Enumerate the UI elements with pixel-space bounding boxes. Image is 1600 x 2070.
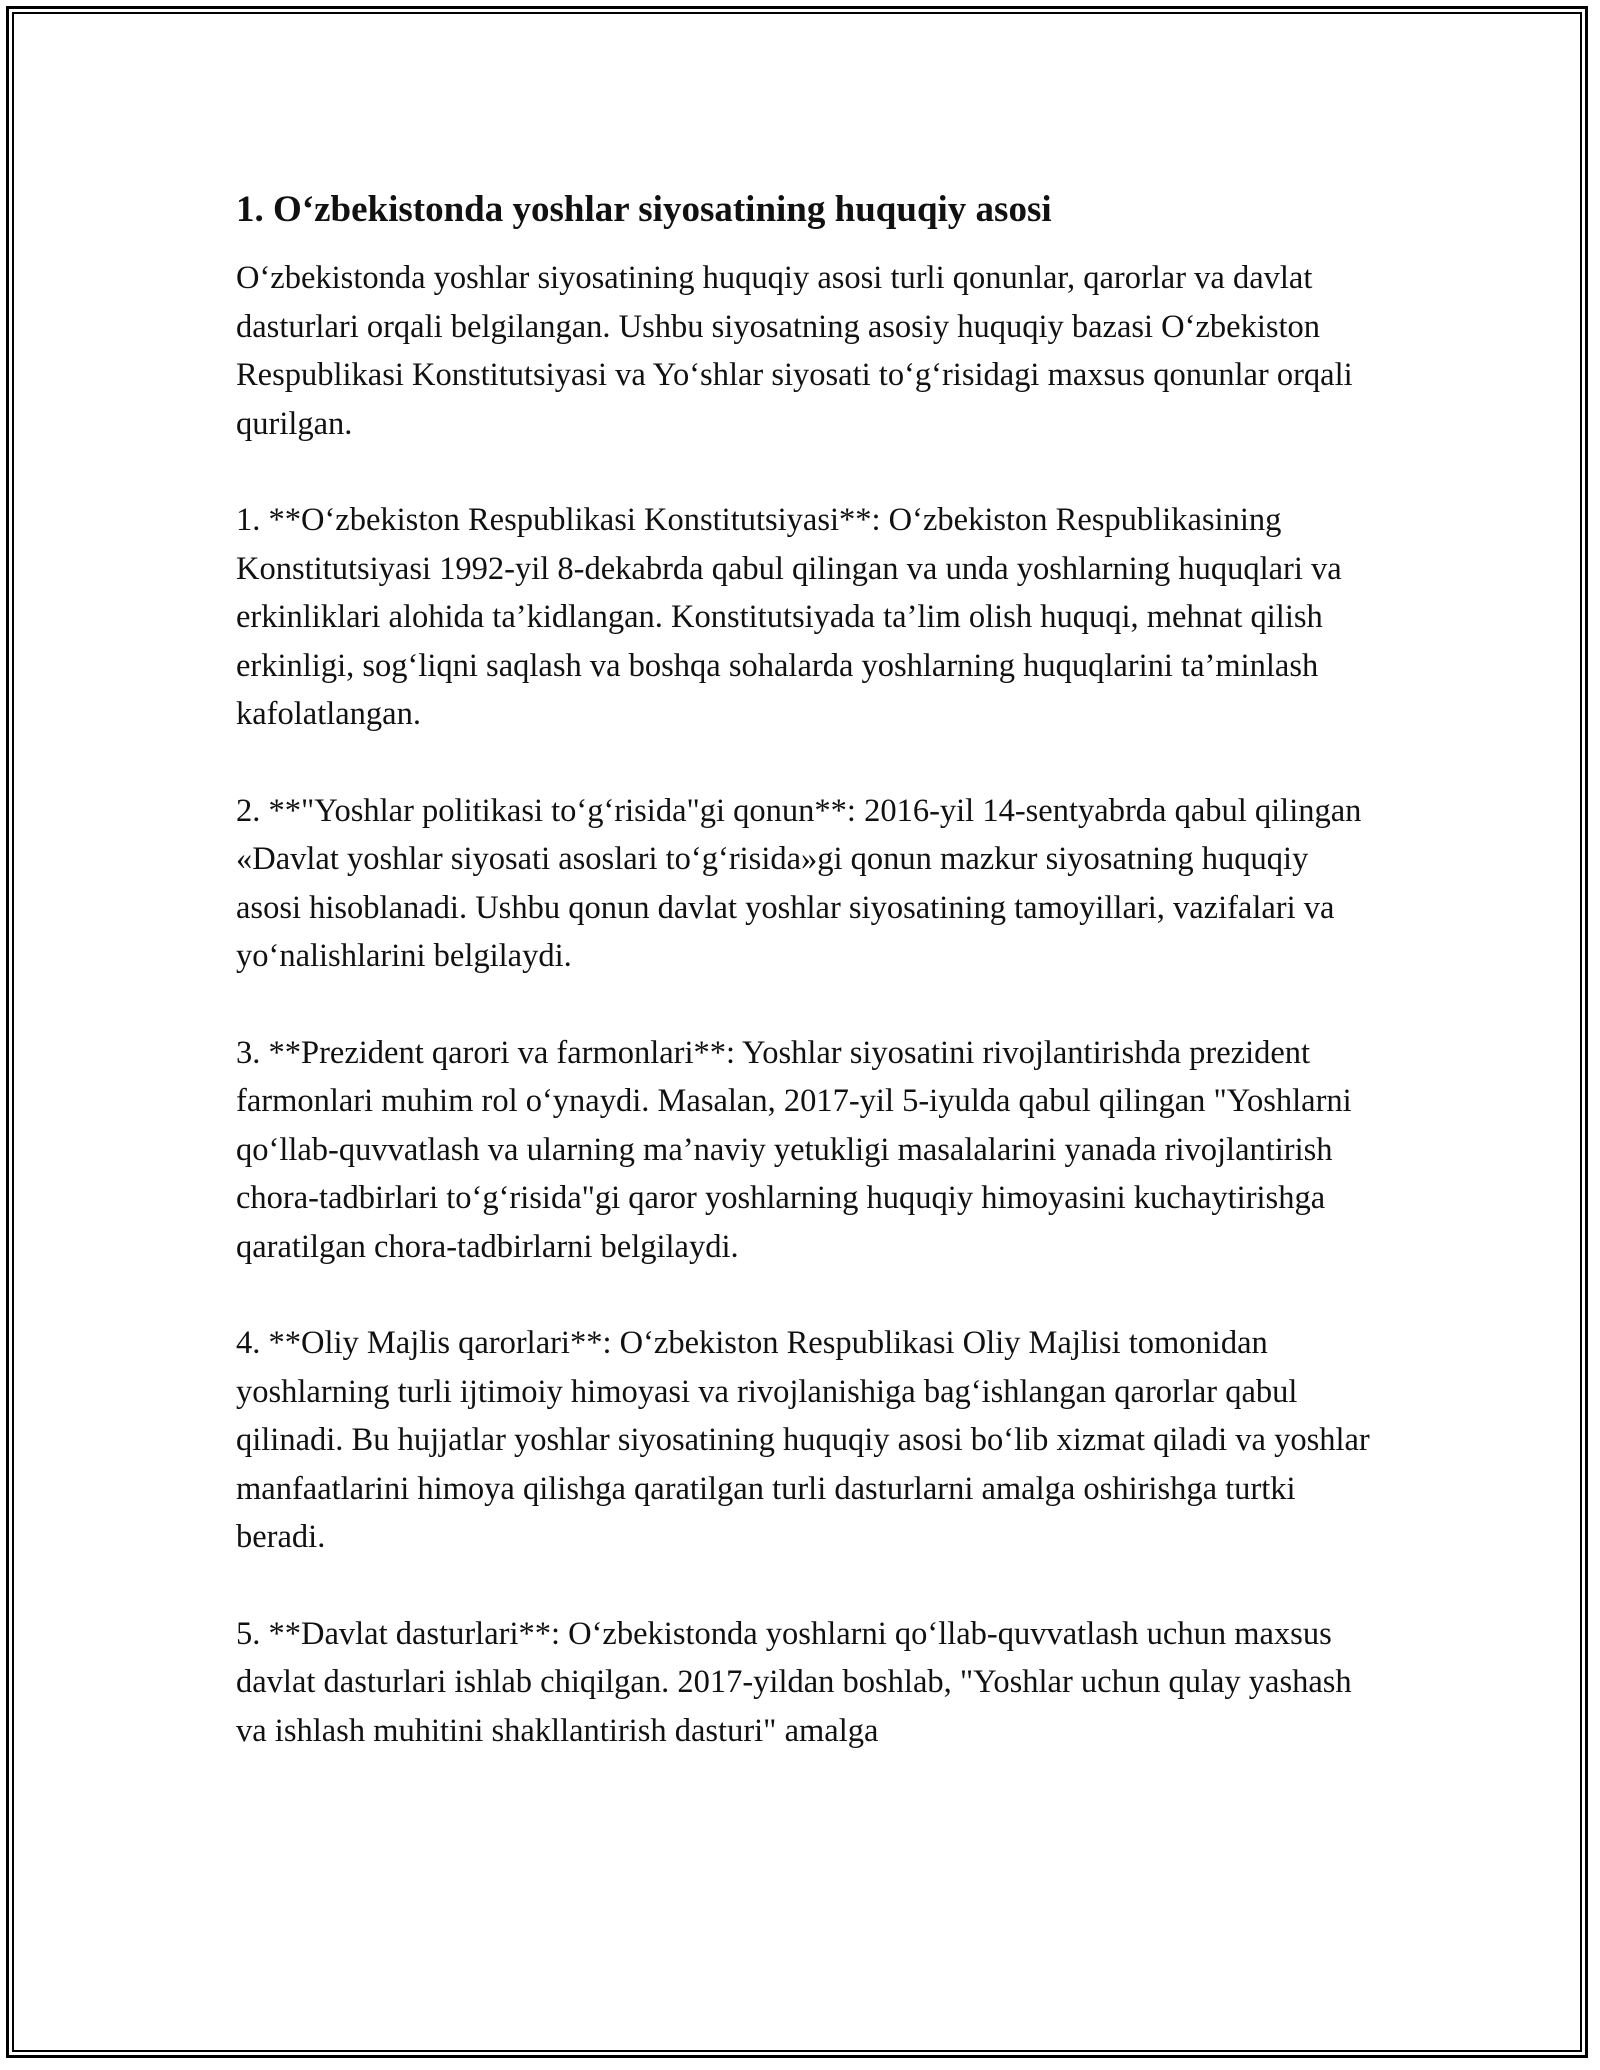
list-item-oliy-majlis: 4. **Oliy Majlis qarorlari**: O‘zbekiston Respublikasi Oliy Majlisi tomonidan yoshlarning turli ijtimoiy himoyasi va rivojlanishiga bag‘ishlangan qarorlar qabul qilinadi. Bu hujjatlar yoshlar siyosatining huquqiy asosi bo‘lib xizmat qiladi va yoshlar manfaatlarini himoya qilishga qaratilgan turli dasturlarni amalga oshirishga turtki beradi. [236, 1325, 1370, 1555]
intro-paragraph: O‘zbekistonda yoshlar siyosatining huquqiy asosi turli qonunlar, qarorlar va davlat dasturlari orqali belgilangan. Ushbu siyosatning asosiy huquqiy bazasi O‘zbekiston Respublikasi Konstitutsiyasi va Yo‘shlar siyosati to‘g‘risidagi maxsus qonunlar orqali qurilgan. [236, 260, 1353, 442]
document-heading: 1. O‘zbekistonda yoshlar siyosatining huquqiy asosi [236, 189, 1052, 230]
list-item-state-programs: 5. **Davlat dasturlari**: O‘zbekistonda yoshlarni qo‘llab-quvvatlash uchun maxsus davlat dasturlari ishlab chiqilgan. 2017-yildan boshlab, "Yoshlar uchun qulay yashash va ishlash muhitini shakllantirish dasturi" amalga [236, 1615, 1352, 1749]
document-body [236, 186, 1376, 1755]
list-item-youth-law: 2. **"Yoshlar politikasi to‘g‘risida"gi qonun**: 2016-yil 14-sentyabrda qabul qilingan «Davlat yoshlar siyosati asoslari to‘g‘risida»gi qonun mazkur siyosatning huquqiy asosi hisoblanadi. Ushbu qonun davlat yoshlar siyosatining tamoyillari, vazifalari va yo‘nalishlarini belgilaydi. [236, 792, 1362, 974]
list-item-constitution: 1. **O‘zbekiston Respublikasi Konstitutsiyasi**: O‘zbekiston Respublikasining Konstitutsiyasi 1992-yil 8-dekabrda qabul qilingan va unda yoshlarning huquqlari va erkinliklari alohida ta’kidlangan. Konstitutsiyada ta’lim olish huquqi, mehnat qilish erkinligi, sog‘liqni saqlash va boshqa sohalarda yoshlarning huquqlarini ta’minlash kafolatlangan. [236, 502, 1342, 732]
list-item-presidential-decrees: 3. **Prezident qarori va farmonlari**: Yoshlar siyosatini rivojlantirishda prezident farmonlari muhim rol o‘ynaydi. Masalan, 2017-yil 5-iyulda qabul qilingan "Yoshlarni qo‘llab-quvvatlash va ularning ma’naviy yetukligi masalalarini yanada rivojlantirish chora-tadbirlari to‘g‘risida"gi qaror yoshlarning huquqiy himoyasini kuchaytirishga qaratilgan chora-tadbirlarni belgilaydi. [236, 1034, 1352, 1265]
